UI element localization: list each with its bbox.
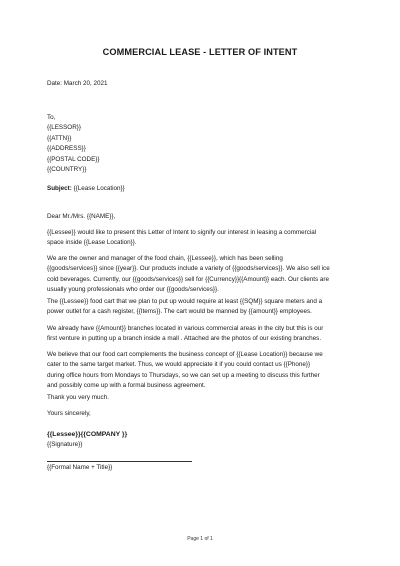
subject-line [47, 184, 347, 194]
paragraph-3 [47, 297, 347, 318]
paragraph-line: usually young professionals who order our {{goods/services}}. [47, 286, 219, 294]
paragraph-line: first venture in putting up a branch inside a mall . Attached are the photos of our existing branches. [47, 335, 322, 343]
paragraph-line: We believe that our food cart complements the business concept of {{Lease Location}} because we [47, 351, 323, 358]
paragraph-line: and possibly come up with a formal business agreement. [47, 382, 206, 390]
paragraph-line: The {{Lessee}} food cart that we plan to put up would require at least {{SQM}} square meters and a [47, 298, 323, 305]
recipient-address: {{ADDRESS}} [47, 145, 86, 153]
paragraph-line: We already have {{Amount}} branches located in various commercial areas in the city but this is our [47, 325, 324, 332]
recipient-postal-code: {{POSTAL CODE}} [47, 155, 100, 163]
date-text: Date: March 20, 2021 [47, 80, 108, 87]
recipient-block [47, 113, 347, 175]
recipient-lessor: {{LESSOR}} [47, 124, 81, 132]
signature-placeholder: {{Signature}} [47, 441, 83, 449]
closing [47, 409, 347, 419]
paragraph-line: cater to the same target market. Thus, we would appreciate it if you could contact us {{Phone}} [47, 361, 311, 369]
salutation-text: Dear Mr./Mrs. {{NAME}}, [47, 213, 116, 220]
paragraph-4 [47, 324, 347, 345]
document-title: COMMERCIAL LEASE - LETTER OF INTENT [102, 47, 298, 57]
paragraph-line: We are the owner and manager of the food chain, {{Lessee}}, which has been selling [47, 255, 283, 262]
paragraph-1 [47, 228, 347, 249]
paragraph-line: {{goods/services}} since {{year}}. Our products include a variety of {{goods/services}}. We also sell ice [47, 265, 330, 273]
signature-block [47, 430, 347, 451]
paragraph-line: space inside {{Lease Location}}. [47, 239, 137, 247]
paragraph-line: power outlet for a cash register, {{Items}}. The cart would be manned by {{amount}} employees. [47, 308, 312, 316]
recipient-attn: {{ATTN}} [47, 134, 72, 142]
paragraph-line: {{Lessee}} would like to present this Letter of Intent to signify our interest in leasing a commercial [47, 229, 317, 236]
recipient-country: {{COUNTRY}} [47, 166, 87, 174]
thanks-text: Thank you very much. [47, 394, 109, 401]
signature-name-company: {{Lessee}}{{COMPANY }} [47, 431, 128, 438]
paragraph-line: cold beverages. Currently, our {{goods/services}} sell for {{Currency}}{{Amount}} each. Our clients are [47, 275, 330, 283]
paragraph-2 [47, 254, 347, 296]
page-footer: Page 1 of 1 [187, 536, 213, 542]
salutation [47, 212, 347, 222]
signature-rule [47, 461, 192, 462]
recipient-to: To, [47, 114, 56, 121]
closing-text: Yours sincerely, [47, 410, 91, 417]
closing-thanks [47, 393, 347, 403]
formal-name-block [47, 463, 347, 473]
subject-value: {{Lease Location}} [71, 185, 125, 192]
paragraph-line: during office hours from Mondays to Thursdays, so we can set up a meeting to discuss this further [47, 371, 320, 379]
paragraph-5 [47, 350, 347, 392]
date-line [47, 79, 347, 89]
formal-name: {{Formal Name + Title}} [47, 464, 113, 471]
subject-label: Subject: [47, 185, 72, 192]
